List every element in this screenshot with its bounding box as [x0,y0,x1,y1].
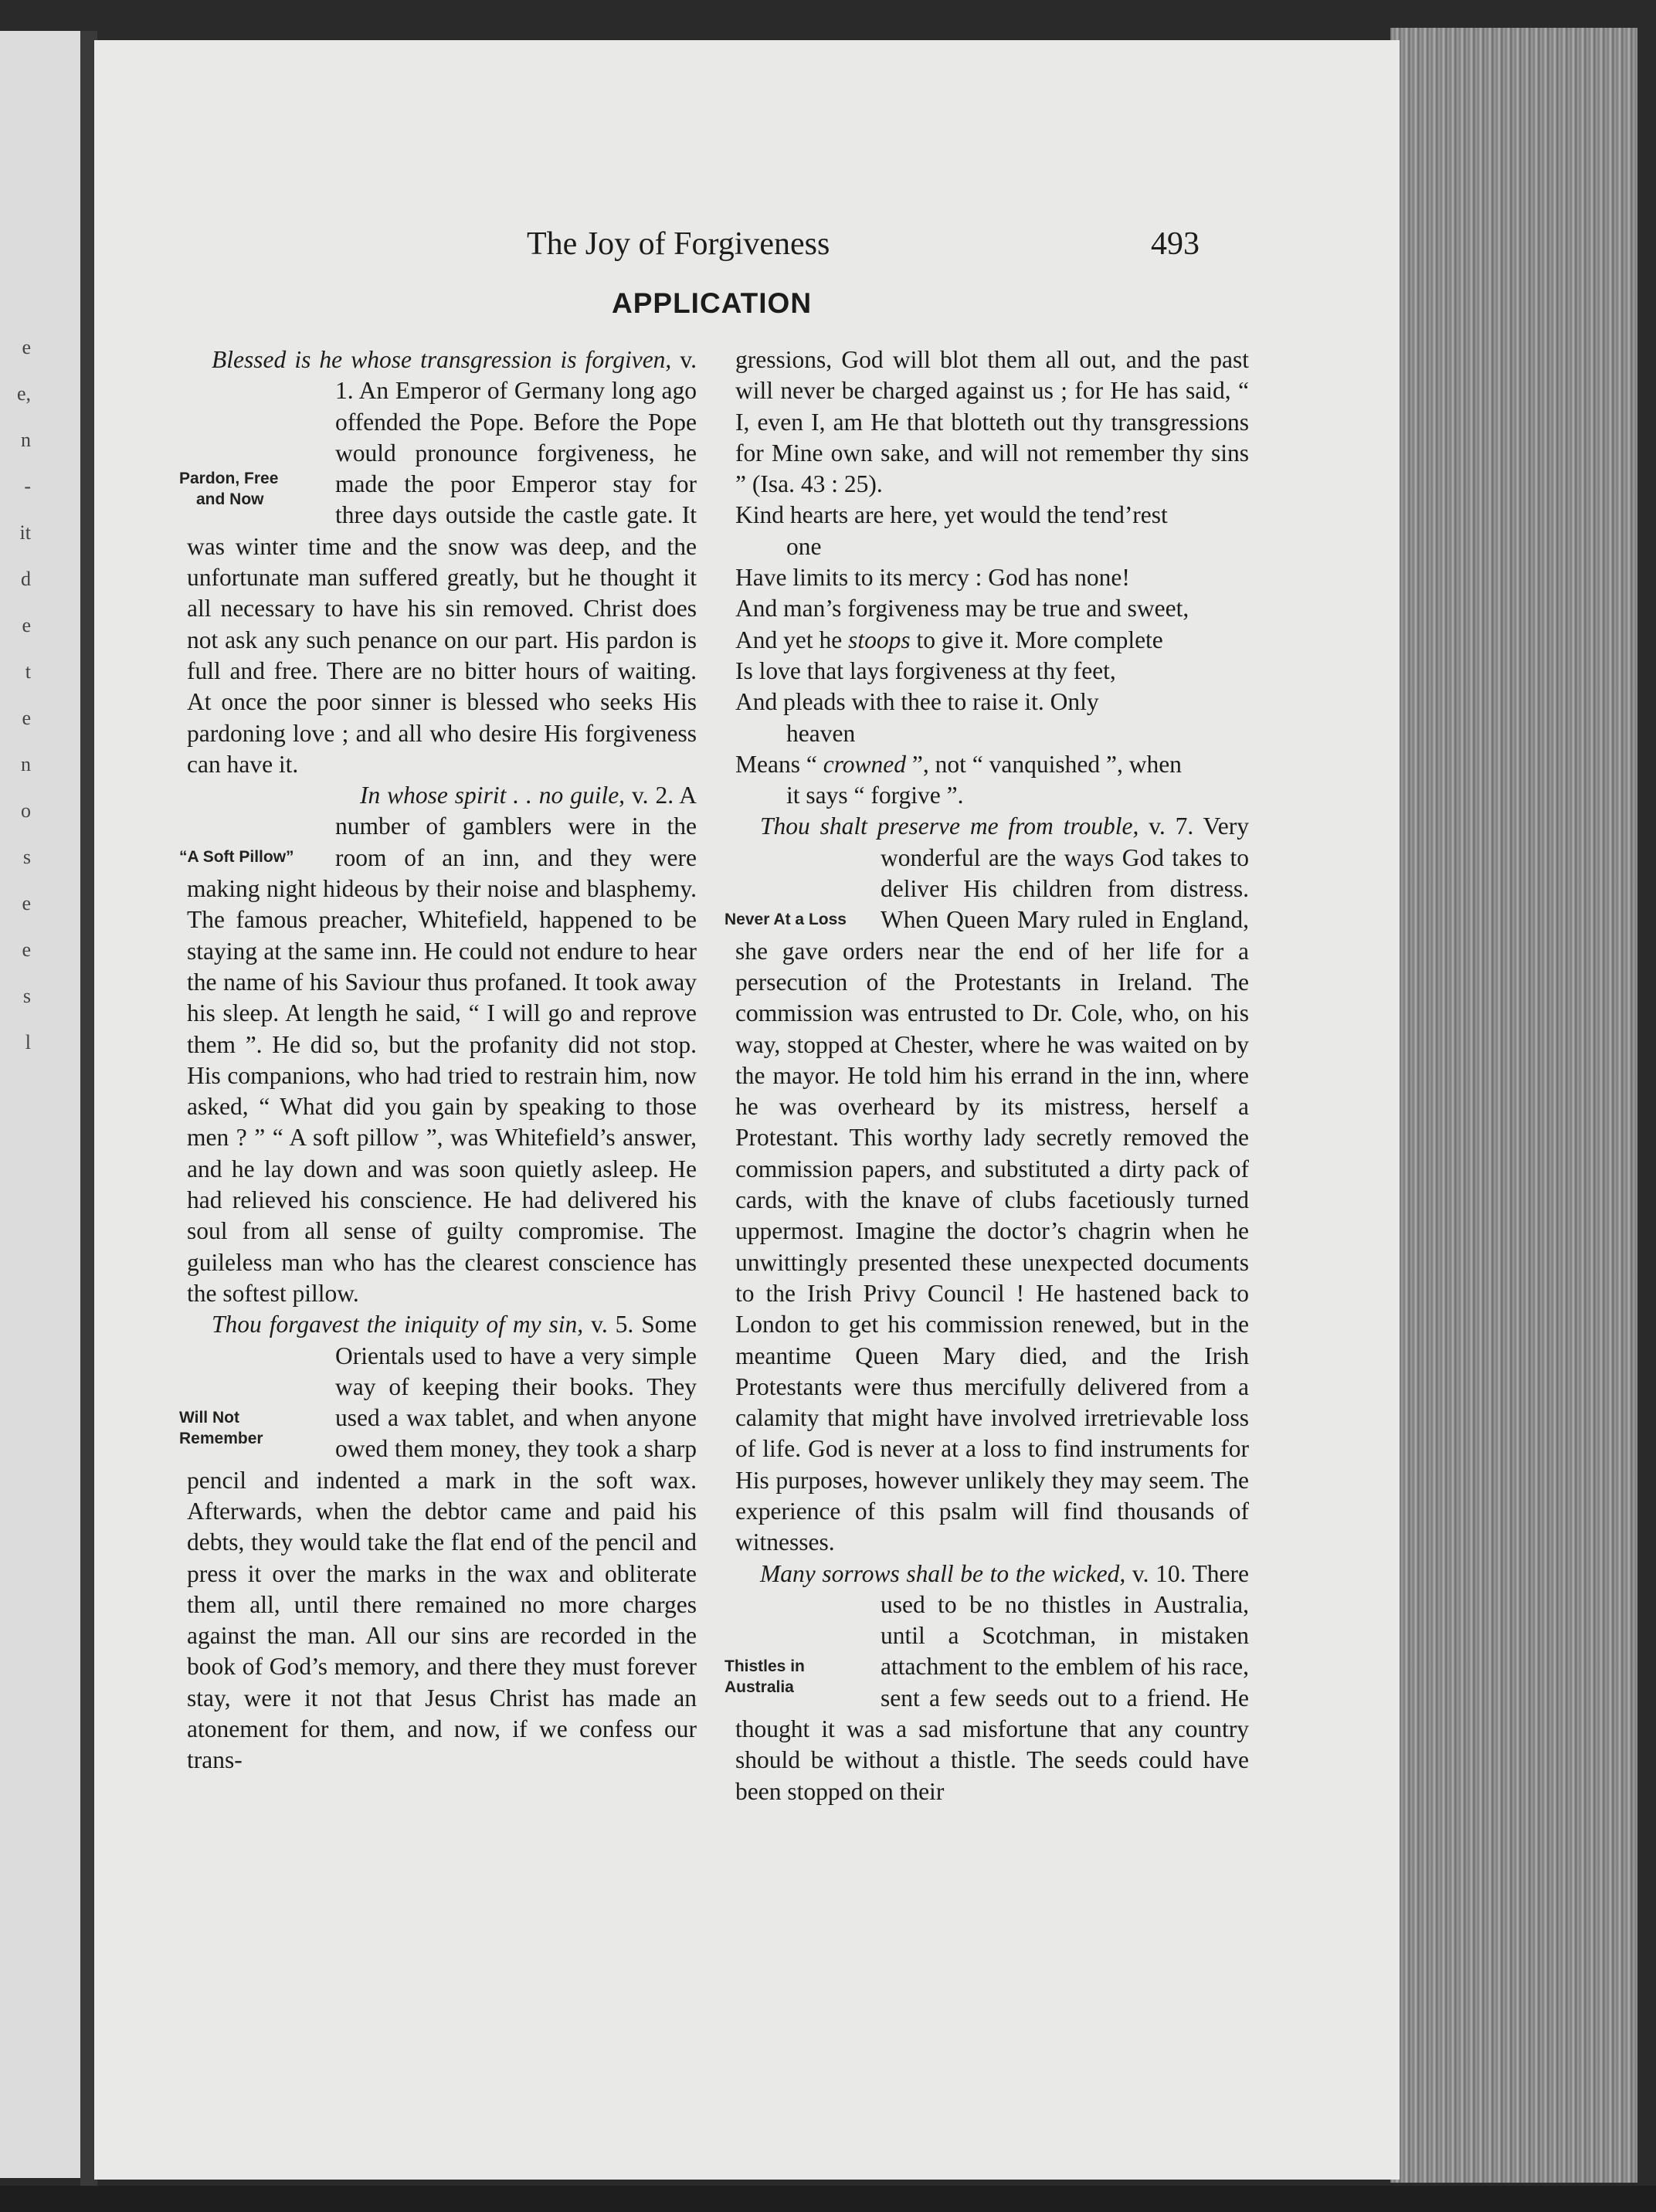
facing-page-fragment: o [21,799,31,822]
poem-line: Have limits to its mercy : God has none! [735,564,1130,592]
paragraph-queen-mary [724,811,1249,1558]
paragraph-wax-tablet [179,1309,697,1776]
paragraph-body: v. 10. There used to be no thistles in Australia, until a Scotchman, in mistaken attachment to the emblem of his race, sent a few seeds out to a friend. He thought it was a sad misfortune that any country should be without a thistle. The seeds could have been stopped on their [735,1559,1249,1805]
paragraph-guile [179,780,697,1309]
poem-line: Means “ crowned ”, not “ vanquished ”, when [735,750,1182,778]
running-title: The Joy of Forgiveness [527,226,830,262]
page-stack-edge [1390,28,1637,2183]
paragraph-continued: gressions, God will blot them all out, and the past will never be charged against us ; for He has said, “ I, even I, am He that blotteth out thy transgressions for Mine own sake, and will not remember thy sins ” (Isa. 43 : 25). [735,346,1249,498]
scan-border [0,2186,1656,2212]
facing-page-fragment: d [21,568,31,590]
sidenote-pardon: Pardon, Free and Now [179,470,279,509]
facing-page-fragment: e [22,336,31,358]
facing-page-fragment: l [25,1031,31,1053]
poem-line: And yet he stoops to give it. More complete [735,626,1163,653]
paragraph-thistles [724,1559,1249,1807]
scripture-lead: Thou shalt preserve me from trouble, [760,813,1139,840]
poem-emphasis: stoops [848,626,911,653]
sidenote-will-not-remember: Will Not Remember [179,1408,263,1447]
poem-line: Is love that lays forgiveness at thy feet, [735,656,1116,684]
scripture-lead: Thou forgavest the iniquity of my sin, [212,1311,584,1338]
right-column [724,344,1249,1807]
scripture-lead: In whose spirit . . no guile, [360,782,626,809]
sidenote-soft-pillow: “A Soft Pillow” [179,848,294,867]
poem-line-continuation: one [786,532,822,560]
facing-page-fragment: e, [16,382,31,405]
facing-page-fragment: s [22,846,31,868]
facing-page-fragment: s [22,985,31,1007]
facing-page-fragment: e [22,614,31,636]
paragraph-pardon [179,344,697,780]
paragraph-body: v. 2. A number of gamblers were in the room of an inn, and they were making night hideous by their noise and blasphemy. The famous preacher, Whitefield, happened to be staying at the same inn. He could not endure to hear the name of his Saviour thus profaned. It took away his sleep. At length he said, “ I will go and reprove them ”. He did so, but the profanity did not stop. His companions, who had tried to restrain him, now asked, “ What did you gain by speaking to those men ? ” “ A soft pillow ”, was Whitefield’s answer, and he lay down and was soon quietly asleep. He had relieved his conscience. He had delivered his soul from all sense of guilty compromise. The guileless man who has the clearest conscience has the softest pillow. [187,782,697,1307]
book-page [94,40,1400,2180]
paragraph-body: v. 1. An Emperor of Germany long ago offended the Pope. Before the Pope would pronounce forgiveness, he made the poor Emperor stay for three days outside the castle gate. It was winter time and the snow was deep, and the unfortunate man suffered greatly, but he thought it all necessary to have his sin removed. Christ does not ask any such penance on our part. His pardon is full and free. There are no bitter hours of waiting. At once the poor sinner is blessed who seeks His pardoning love ; and all who desire His forgiveness can have it. [187,346,697,778]
facing-page-fragments [0,324,31,1483]
facing-page-fragment: - [24,475,31,497]
poem-line: And man’s forgiveness may be true and sweet, [735,595,1189,623]
poem [735,500,1249,811]
facing-page-fragment: e [22,892,31,914]
facing-page-fragment: e [22,938,31,961]
facing-page-fragment: it [19,521,31,544]
section-heading: APPLICATION [612,287,813,319]
paragraph-body: v. 5. Some Orientals used to have a very simple way of keeping their books. They used a wax tablet, and when anyone owed them money, they took a sharp pencil and indented a mark in the soft wax. Afterwards, when the debtor came and paid his debts, they would take the flat end of the pencil and press it over the marks in the wax and obliterate them all, until there remained no more charges against the man. All our sins are recorded in the book of God’s memory, and there they must forever stay, were it not that Jesus Christ has made an atonement for them, and now, if we confess our trans- [187,1311,697,1774]
facing-page-fragment: e [22,707,31,729]
scripture-lead: Blessed is he whose transgression is forgiven, [212,346,672,373]
scripture-lead: Many sorrows shall be to the wicked, [760,1559,1126,1587]
paragraph-body: v. 7. Very wonderful are the ways God takes to deliver His children from distress. When Queen Mary ruled in England, she gave orders near the end of her life for a persecution of the Protestants in Ireland. The commission was entrusted to Dr. Cole, who, on his way, stopped at Chester, where he was waited on by the mayor. He told him his errand in the inn, where he was overheard by its mistress, herself a Protestant. This worthy lady secretly removed the commission papers, and substituted a dirty pack of cards, with the knave of clubs facetiously turned uppermost. Imagine the doctor’s chagrin when he unwittingly presented these unexpected documents to the Irish Privy Council ! He hastened back to London to get his commission renewed, but in the meantime Queen Mary died, and the Irish Protestants were thus mercifully delivered from a calamity that might have involved irretrievable loss of life. God is never at a loss to find instruments for His purposes, however unlikely they may seem. The experience of this psalm will find thousands of witnesses. [735,813,1249,1556]
sidenote-never-at-a-loss: Never At a Loss [724,910,847,928]
running-head [94,226,1400,272]
sidenote-thistles: Thistles in Australia [724,1657,805,1696]
poem-line: Kind hearts are here, yet would the tend’rest [735,501,1168,529]
left-column [179,344,697,1776]
poem-line-continuation: it says “ forgive ”. [786,782,964,809]
poem-line-continuation: heaven [786,719,856,747]
facing-page-fragment: n [21,429,31,451]
poem-line: And pleads with thee to raise it. Only [735,688,1099,716]
poem-emphasis: crowned [823,750,907,778]
facing-page-fragment: n [21,753,31,775]
page-number: 493 [1151,226,1200,262]
facing-page-edge [0,31,83,2178]
facing-page-fragment: t [25,660,31,683]
